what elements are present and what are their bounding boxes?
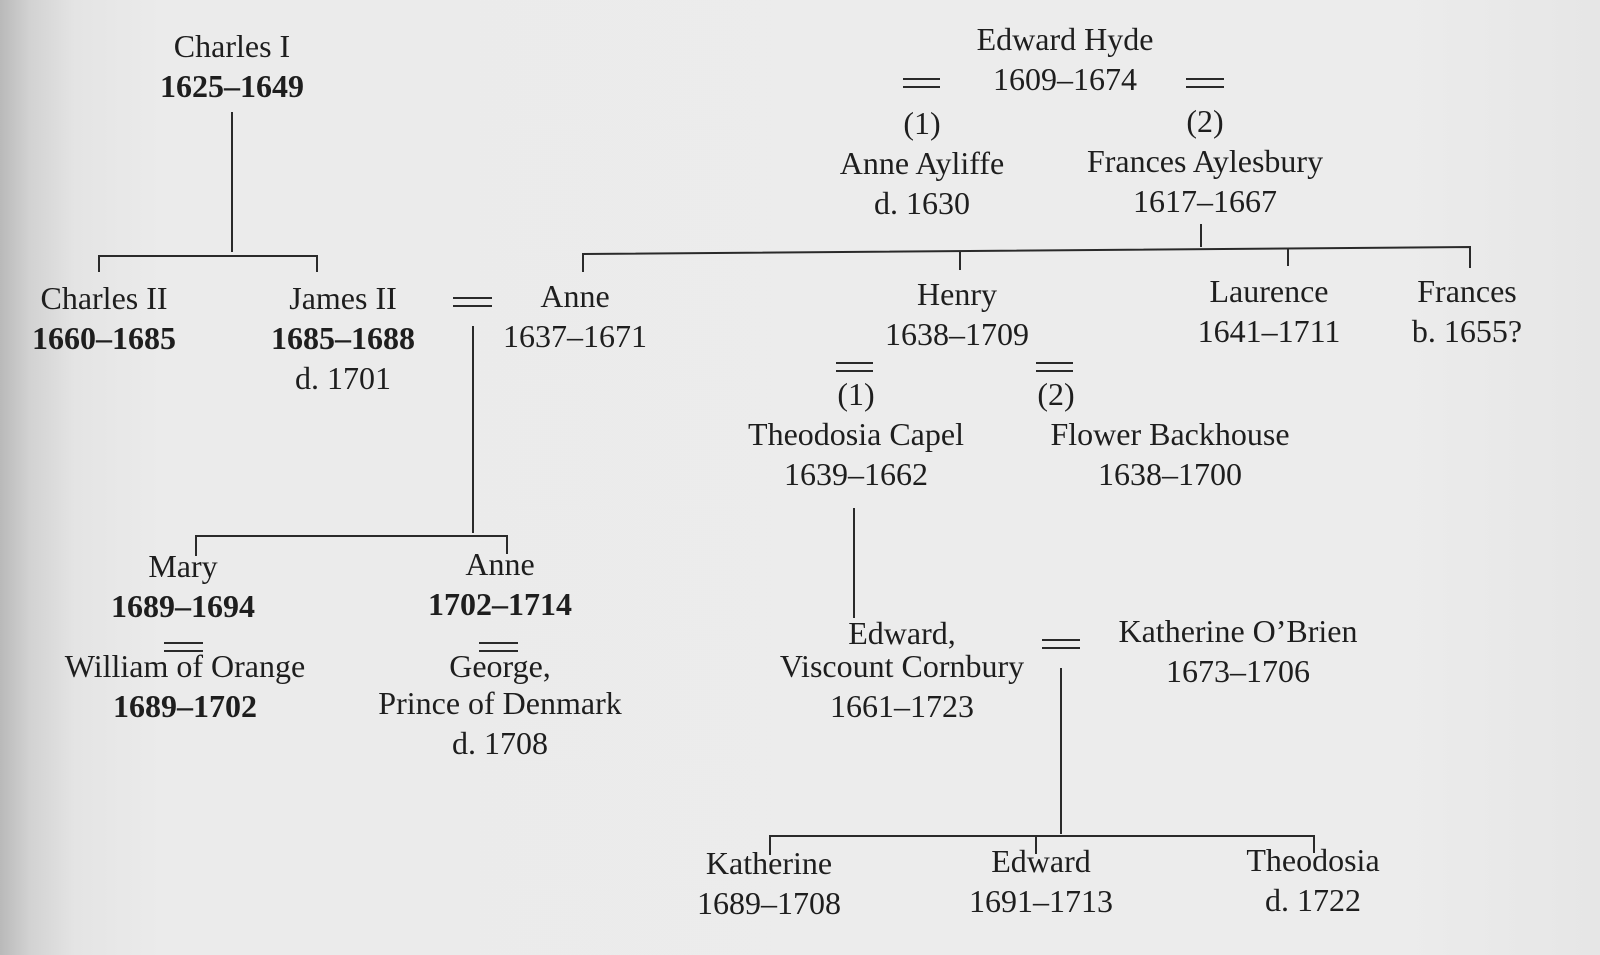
queen-anne-reign: 1702–1714 xyxy=(428,586,572,622)
laurence-name: Laurence xyxy=(1209,273,1329,309)
katherine-name: Katherine xyxy=(705,845,833,881)
james2-reign: 1685–1688 xyxy=(271,320,415,356)
edward-hyde-dates: 1609–1674 xyxy=(993,61,1137,97)
theodosia-daughter-name: Theodosia xyxy=(1246,842,1380,878)
james-children-bracket xyxy=(196,536,507,556)
cornbury-dates: 1661–1723 xyxy=(830,688,974,724)
flower-backhouse-marriage-number: (2) xyxy=(1037,376,1075,412)
charles2-reign: 1660–1685 xyxy=(32,320,176,356)
charles2-name: Charles II xyxy=(40,280,168,316)
anne-ayliffe-marriage-number: (1) xyxy=(903,105,941,141)
james2-name: James II xyxy=(289,280,397,316)
frances-name: Frances xyxy=(1417,273,1517,309)
katherine-obrien-dates: 1673–1706 xyxy=(1166,653,1310,689)
flower-backhouse-dates: 1638–1700 xyxy=(1098,456,1242,492)
henry-dates: 1638–1709 xyxy=(885,316,1029,352)
theodosia-daughter-dates: d. 1722 xyxy=(1265,882,1361,918)
hyde-ayliffe-marriage-sign xyxy=(903,79,940,87)
anne-hyde-dates: 1637–1671 xyxy=(503,318,647,354)
anne-ayliffe-name: Anne Ayliffe xyxy=(839,145,1005,181)
edward-son-dates: 1691–1713 xyxy=(969,883,1113,919)
queen-anne-name: Anne xyxy=(465,546,535,582)
william-reign: 1689–1702 xyxy=(113,688,257,724)
anne-hyde-name: Anne xyxy=(540,278,610,314)
frances-aylesbury-marriage-number: (2) xyxy=(1186,103,1224,139)
mary-name: Mary xyxy=(148,548,218,584)
edward-son-name: Edward xyxy=(991,843,1091,879)
james2-died: d. 1701 xyxy=(295,360,391,396)
theodosia-capel-dates: 1639–1662 xyxy=(784,456,928,492)
charles1-reign: 1625–1649 xyxy=(160,68,304,104)
mary-reign: 1689–1694 xyxy=(111,588,255,624)
laurence-dates: 1641–1711 xyxy=(1197,313,1341,349)
henry-name: Henry xyxy=(917,276,997,312)
george-name-line1: George, xyxy=(449,648,551,684)
hyde-children-bracket xyxy=(583,247,1470,272)
frances-aylesbury-name: Frances Aylesbury xyxy=(1086,143,1324,179)
cornbury-obrien-marriage-sign xyxy=(1042,640,1080,648)
edward-hyde-name: Edward Hyde xyxy=(976,21,1154,57)
george-died: d. 1708 xyxy=(452,725,548,761)
cornbury-name-line1: Edward, xyxy=(848,615,956,651)
charles1-name: Charles I xyxy=(173,28,291,64)
charles1-children-bracket xyxy=(99,256,317,272)
george-name-line2: Prince of Denmark xyxy=(378,685,622,721)
theodosia-capel-name: Theodosia Capel xyxy=(748,416,964,452)
flower-backhouse-name: Flower Backhouse xyxy=(1050,416,1290,452)
frances-dates: b. 1655? xyxy=(1411,313,1523,349)
henry-backhouse-marriage-sign xyxy=(1036,363,1073,371)
katherine-obrien-name: Katherine O’Brien xyxy=(1118,613,1358,649)
anne-ayliffe-dates: d. 1630 xyxy=(874,185,970,221)
william-name: William of Orange xyxy=(64,648,306,684)
theodosia-capel-marriage-number: (1) xyxy=(837,376,875,412)
frances-aylesbury-dates: 1617–1667 xyxy=(1133,183,1277,219)
hyde-aylesbury-marriage-sign xyxy=(1186,79,1224,87)
james-anne-marriage-sign xyxy=(453,298,492,306)
cornbury-name-line2: Viscount Cornbury xyxy=(779,648,1025,684)
katherine-dates: 1689–1708 xyxy=(697,885,841,921)
henry-capel-marriage-sign xyxy=(836,363,873,371)
